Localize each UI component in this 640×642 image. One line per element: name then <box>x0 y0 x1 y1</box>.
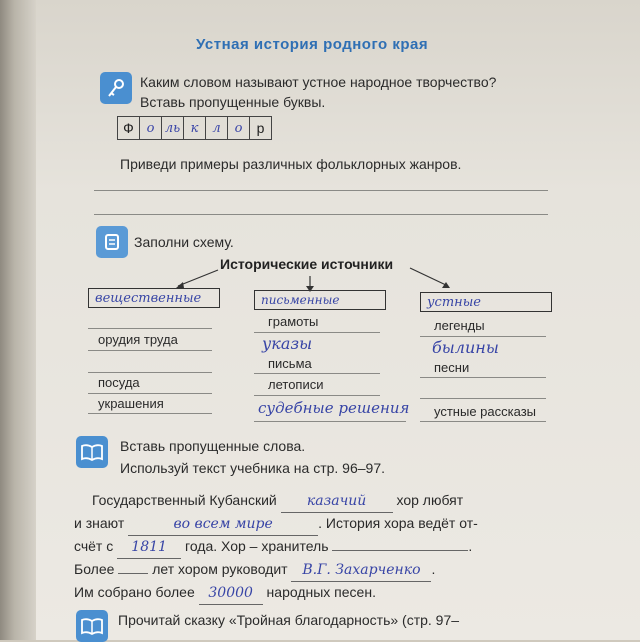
schema-item: грамоты <box>268 314 319 329</box>
text: . История хора ведёт от- <box>318 515 478 531</box>
text: Более <box>74 561 115 577</box>
answer-line[interactable] <box>254 421 406 422</box>
task1-instruction: Вставь пропущенные буквы. <box>140 94 326 110</box>
schema-item-handwritten[interactable]: судебные решения <box>258 399 410 417</box>
text: хор любят <box>396 492 464 508</box>
letter-cell[interactable]: л <box>205 116 228 140</box>
schema-head-oral[interactable]: устные <box>427 294 481 310</box>
fill-keeper[interactable] <box>332 550 468 551</box>
text: Государственный Кубанский <box>92 492 277 508</box>
schema-item: орудия труда <box>98 332 178 347</box>
fill-director[interactable]: В.Г. Захарченко <box>291 560 431 582</box>
letter-cell[interactable]: ль <box>161 116 184 140</box>
task4-prompt: Прочитай сказку «Тройная благодарность» (стр. 97– <box>118 612 460 628</box>
letter-cell[interactable]: о <box>139 116 162 140</box>
task1-question: Каким словом называют устное народное творчество? <box>140 74 497 90</box>
answer-line[interactable] <box>254 332 380 333</box>
letter-cell: Ф <box>117 116 140 140</box>
schema-head-written[interactable]: письменные <box>261 293 340 307</box>
schema-item-handwritten[interactable]: указы <box>262 334 313 353</box>
text: . <box>468 538 473 554</box>
task2-prompt: Заполни схему. <box>134 234 234 250</box>
text: . <box>431 561 436 577</box>
fill-song-count[interactable]: 30000 <box>199 583 263 605</box>
fill-choir-type[interactable]: казачий <box>281 491 393 513</box>
text: Им собрано более <box>74 584 195 600</box>
fill-years[interactable] <box>118 573 148 574</box>
schema-box-material <box>88 288 220 308</box>
schema-item: письма <box>268 356 312 371</box>
letter-cell: р <box>249 116 272 140</box>
book-icon <box>76 436 108 468</box>
schema-item: посуда <box>98 375 140 390</box>
schema-box-oral <box>420 292 552 312</box>
fill-known-where[interactable]: во всем мире <box>128 514 318 536</box>
task3-source: Используй текст учебника на стр. 96–97. <box>120 460 385 476</box>
task3-paragraph <box>74 490 554 605</box>
text: счёт с <box>74 538 114 554</box>
answer-line[interactable] <box>420 421 546 422</box>
schema-root: Исторические источники <box>220 256 394 272</box>
schema-head-material[interactable]: вещественные <box>95 290 202 306</box>
text: лет хором руководит <box>152 561 288 577</box>
letter-cell[interactable]: к <box>183 116 206 140</box>
page-title: Устная история родного края <box>196 36 429 53</box>
text: народных песен. <box>266 584 376 600</box>
schema-item: песни <box>434 360 470 375</box>
answer-line[interactable] <box>254 395 380 396</box>
answer-line[interactable] <box>420 336 546 337</box>
schema-item: устные рассказы <box>434 404 536 419</box>
book-icon <box>76 610 108 642</box>
answer-line[interactable] <box>88 350 212 351</box>
schema-item: легенды <box>434 318 485 333</box>
letter-cell[interactable]: о <box>227 116 250 140</box>
task3-prompt: Вставь пропущенные слова. <box>120 438 306 454</box>
answer-line[interactable] <box>88 413 212 414</box>
answer-line[interactable] <box>88 372 212 373</box>
answer-line[interactable] <box>254 373 380 374</box>
schema-box-written <box>254 290 386 310</box>
fill-year[interactable]: 1811 <box>117 537 181 559</box>
text: и знают <box>74 515 125 531</box>
text: года. Хор – хранитель <box>185 538 329 554</box>
answer-line[interactable] <box>88 328 212 329</box>
schema-item: украшения <box>98 396 164 411</box>
answer-line[interactable] <box>420 398 546 399</box>
task1-genres-prompt: Приведи примеры различных фольклорных жанров. <box>120 156 462 172</box>
schema-item: летописи <box>268 377 324 392</box>
answer-line[interactable] <box>88 393 212 394</box>
schema-item-handwritten[interactable]: былины <box>432 338 499 357</box>
answer-line[interactable] <box>420 377 546 378</box>
